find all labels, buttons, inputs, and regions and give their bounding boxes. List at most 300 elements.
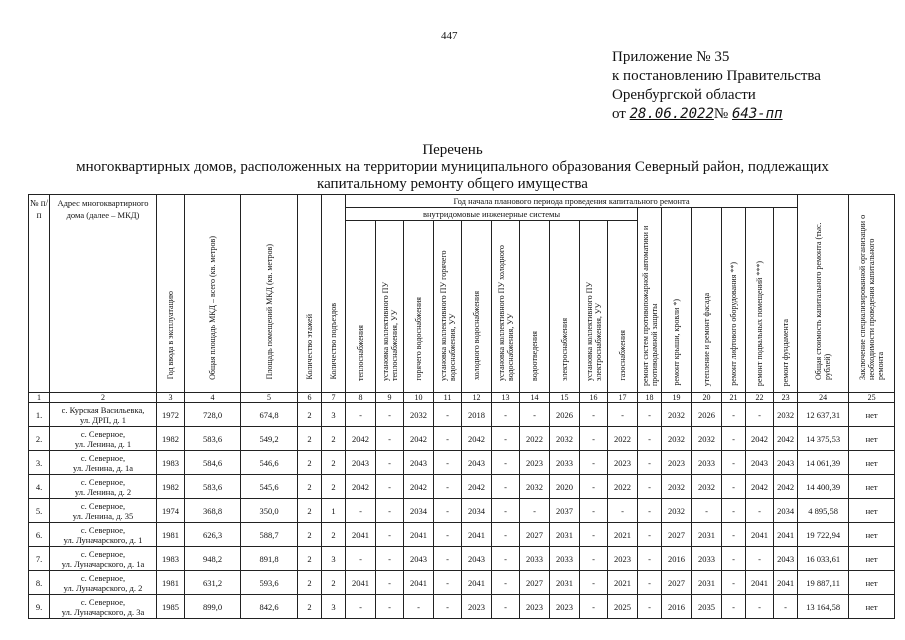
data-cell: 2042 <box>774 427 798 451</box>
title-line-3: капитальному ремонту общего имущества <box>317 176 588 192</box>
row-number-cell: 9. <box>29 595 50 619</box>
address-cell <box>50 427 157 451</box>
address-cell <box>50 499 157 523</box>
table-row <box>29 571 895 595</box>
data-cell: - <box>746 499 774 523</box>
data-cell: 2041 <box>404 571 434 595</box>
data-cell: 1981 <box>157 571 185 595</box>
data-cell: 19 887,11 <box>798 571 849 595</box>
data-cell: 2032 <box>662 403 692 427</box>
data-cell: 2027 <box>662 571 692 595</box>
data-cell: 2027 <box>520 523 550 547</box>
data-cell: - <box>376 547 404 571</box>
data-cell: - <box>722 499 746 523</box>
data-cell: - <box>492 451 520 475</box>
col-header-total-cost: Общая стоимость капитального ремонта (тыс. рублей) <box>798 195 849 393</box>
data-cell: 2041 <box>346 571 376 595</box>
data-cell: - <box>638 571 662 595</box>
data-cell: - <box>638 475 662 499</box>
data-cell: - <box>492 547 520 571</box>
data-cell: - <box>492 427 520 451</box>
data-cell: 2037 <box>550 499 580 523</box>
address-line-1: с. Северное, <box>80 524 126 535</box>
column-number-cell: 12 <box>462 393 492 403</box>
data-cell: 2034 <box>404 499 434 523</box>
data-cell: 948,2 <box>185 547 241 571</box>
data-cell: - <box>376 499 404 523</box>
data-cell: 583,6 <box>185 427 241 451</box>
data-cell: 2026 <box>550 403 580 427</box>
data-cell: 1 <box>322 499 346 523</box>
data-cell: 2022 <box>608 475 638 499</box>
data-cell: 626,3 <box>185 523 241 547</box>
data-cell: - <box>638 595 662 619</box>
table-row <box>29 595 895 619</box>
column-number-cell: 20 <box>692 393 722 403</box>
buildings-table <box>28 194 895 619</box>
data-cell: - <box>722 451 746 475</box>
address-line-2: ул. Ленина, д. 1а <box>72 462 134 473</box>
data-cell: - <box>434 595 462 619</box>
data-cell: - <box>722 427 746 451</box>
data-cell: - <box>722 547 746 571</box>
data-cell: 583,6 <box>185 475 241 499</box>
row-number-cell: 7. <box>29 547 50 571</box>
data-cell: 4 895,58 <box>798 499 849 523</box>
address-cell <box>50 403 157 427</box>
data-cell: - <box>434 571 462 595</box>
data-cell: 2031 <box>550 523 580 547</box>
data-cell: - <box>746 547 774 571</box>
data-cell: 2031 <box>692 571 722 595</box>
column-number-cell: 13 <box>492 393 520 403</box>
data-cell: 1982 <box>157 475 185 499</box>
data-cell: 2043 <box>404 451 434 475</box>
appendix-number: 643-пп <box>731 106 783 122</box>
appendix-line-2: к постановлению Правительства <box>612 68 821 84</box>
data-cell: 2033 <box>550 451 580 475</box>
table-row <box>29 451 895 475</box>
page-number: 447 <box>441 30 458 42</box>
data-cell: 588,7 <box>241 523 298 547</box>
address-line-2: ул. Ленина, д. 2 <box>74 486 132 497</box>
data-cell: нет <box>849 403 895 427</box>
column-number-cell: 25 <box>849 393 895 403</box>
data-cell: 2023 <box>520 595 550 619</box>
data-cell: 12 637,31 <box>798 403 849 427</box>
data-cell: 1982 <box>157 427 185 451</box>
data-cell: 2032 <box>774 403 798 427</box>
data-cell: 2 <box>322 571 346 595</box>
data-cell: - <box>746 403 774 427</box>
column-number-cell: 8 <box>346 393 376 403</box>
data-cell: 2042 <box>404 427 434 451</box>
data-cell: 2 <box>298 451 322 475</box>
data-cell: 2032 <box>662 475 692 499</box>
header-row-1 <box>29 195 895 208</box>
data-cell: нет <box>849 499 895 523</box>
data-cell: 2 <box>298 595 322 619</box>
address-line-2: ул. Ленина, д. 35 <box>72 510 134 521</box>
address-line-2: ул. Луначарского, д. 1 <box>63 534 143 545</box>
column-number-cell: 5 <box>241 393 298 403</box>
data-cell: 14 375,53 <box>798 427 849 451</box>
data-cell: - <box>492 523 520 547</box>
row-number-cell: 5. <box>29 499 50 523</box>
data-cell: - <box>434 475 462 499</box>
data-cell: 2033 <box>692 547 722 571</box>
data-cell: - <box>434 403 462 427</box>
data-cell: 2041 <box>462 523 492 547</box>
data-cell: - <box>376 427 404 451</box>
table-row <box>29 475 895 499</box>
data-cell: - <box>580 523 608 547</box>
data-cell: 2018 <box>462 403 492 427</box>
data-cell: - <box>376 403 404 427</box>
table-body <box>29 393 895 619</box>
address-line-1: с. Северное, <box>80 548 126 559</box>
data-cell: 19 722,94 <box>798 523 849 547</box>
col-header-gas: газоснабжения <box>608 221 638 393</box>
col-header-roof: ремонт крыши, кровли *) <box>662 208 692 393</box>
data-cell: 2041 <box>774 571 798 595</box>
col-header-utilities-group: внутридомовые инженерные системы <box>346 208 638 221</box>
data-cell: - <box>580 571 608 595</box>
data-cell: 1985 <box>157 595 185 619</box>
address-line-1: с. Северное, <box>80 428 126 439</box>
data-cell: 2031 <box>550 571 580 595</box>
address-line-2: ул. Ленина, д. 1 <box>74 438 132 449</box>
col-header-cold-water-meter: установка коллективного ПУ холодного водоснабжения, УУ <box>492 221 520 393</box>
data-cell: 2026 <box>692 403 722 427</box>
data-cell: - <box>580 475 608 499</box>
data-cell: 2023 <box>608 451 638 475</box>
column-number-cell: 18 <box>638 393 662 403</box>
data-cell: 2022 <box>520 427 550 451</box>
address-line-2: ул. ДРП, д. 1 <box>79 414 127 425</box>
data-cell: 350,0 <box>241 499 298 523</box>
col-header-fire-systems: ремонт систем противопожарной автоматики и противодымной защиты <box>638 208 662 393</box>
address-line-1: с. Северное, <box>80 452 126 463</box>
data-cell: 2042 <box>346 475 376 499</box>
column-number-cell: 9 <box>376 393 404 403</box>
appendix-no-sign: № <box>713 106 729 122</box>
data-cell: 2033 <box>520 547 550 571</box>
data-cell: - <box>520 499 550 523</box>
column-number-cell: 1 <box>29 393 50 403</box>
data-cell: 2033 <box>550 547 580 571</box>
data-cell: 2043 <box>404 547 434 571</box>
appendix-header <box>612 48 872 124</box>
data-cell: - <box>492 499 520 523</box>
col-header-facade: утепление и ремонт фасада <box>692 208 722 393</box>
column-number-cell: 21 <box>722 393 746 403</box>
row-number-cell: 4. <box>29 475 50 499</box>
data-cell: 2016 <box>662 547 692 571</box>
data-cell: 2035 <box>692 595 722 619</box>
data-cell: 549,2 <box>241 427 298 451</box>
data-cell: - <box>580 547 608 571</box>
data-cell: 2 <box>322 475 346 499</box>
data-cell: - <box>434 427 462 451</box>
data-cell: 2034 <box>774 499 798 523</box>
column-number-cell: 7 <box>322 393 346 403</box>
table-row <box>29 427 895 451</box>
data-cell: 2042 <box>346 427 376 451</box>
column-number-cell: 2 <box>50 393 157 403</box>
data-cell: - <box>580 427 608 451</box>
column-number-cell: 16 <box>580 393 608 403</box>
data-cell: - <box>722 523 746 547</box>
appendix-from: от <box>612 106 626 122</box>
data-cell: - <box>722 403 746 427</box>
column-number-cell: 11 <box>434 393 462 403</box>
appendix-date-line <box>612 105 872 124</box>
data-cell: 2042 <box>462 427 492 451</box>
data-cell: - <box>520 403 550 427</box>
table-row <box>29 523 895 547</box>
column-number-cell: 24 <box>798 393 849 403</box>
data-cell: нет <box>849 451 895 475</box>
data-cell: 2021 <box>608 571 638 595</box>
data-cell: 2023 <box>662 451 692 475</box>
data-cell: 2042 <box>774 475 798 499</box>
appendix-date: 28.06.2022 <box>629 106 714 122</box>
document-title <box>0 142 905 193</box>
data-cell: 2043 <box>346 451 376 475</box>
data-cell: 2027 <box>520 571 550 595</box>
appendix-line-1: Приложение № 35 <box>612 49 730 65</box>
column-number-cell: 19 <box>662 393 692 403</box>
data-cell: 2016 <box>662 595 692 619</box>
data-cell: 2023 <box>462 595 492 619</box>
address-cell <box>50 571 157 595</box>
data-cell: - <box>638 427 662 451</box>
data-cell: 2042 <box>746 427 774 451</box>
data-cell: - <box>638 499 662 523</box>
column-number-row <box>29 393 895 403</box>
data-cell: 3 <box>322 403 346 427</box>
data-cell: 2033 <box>692 451 722 475</box>
row-number-cell: 6. <box>29 523 50 547</box>
col-header-hot-water: горячего водоснабжения <box>404 221 434 393</box>
row-number-cell: 2. <box>29 427 50 451</box>
data-cell: 1983 <box>157 451 185 475</box>
address-line-2: ул. Луначарского, д. 3а <box>61 606 145 617</box>
col-header-foundation: ремонт фундамента <box>774 208 798 393</box>
col-header-elevator: ремонт лифтового оборудования **) <box>722 208 746 393</box>
row-number-cell: 8. <box>29 571 50 595</box>
data-cell: 1974 <box>157 499 185 523</box>
data-cell: 2023 <box>520 451 550 475</box>
col-header-premises-area: Площадь помещений МКД (кв. метров) <box>241 195 298 393</box>
col-header-electricity-meter: установка коллективного ПУ электроснабжения, УУ <box>580 221 608 393</box>
col-header-floors: Количество этажей <box>298 195 322 393</box>
col-header-sewerage: водоотведения <box>520 221 550 393</box>
data-cell: - <box>376 571 404 595</box>
data-cell: 2031 <box>692 523 722 547</box>
col-header-hot-water-meter: установка коллективного ПУ горячего водоснабжения, УУ <box>434 221 462 393</box>
data-cell: 3 <box>322 547 346 571</box>
data-cell: нет <box>849 595 895 619</box>
col-header-conclusion: Заключение специализированной организации о необходимости проведения капитального ремонта <box>849 195 895 393</box>
title-line-1: Перечень <box>422 142 483 158</box>
col-header-no: № п/п <box>29 195 50 393</box>
appendix-line-3: Оренбургской области <box>612 87 756 103</box>
column-number-cell: 14 <box>520 393 550 403</box>
data-cell: 2022 <box>608 427 638 451</box>
address-line-1: с. Курская Васильевка, <box>61 404 145 415</box>
row-number-cell: 1. <box>29 403 50 427</box>
address-cell <box>50 547 157 571</box>
address-cell <box>50 475 157 499</box>
address-line-1: с. Северное, <box>80 476 126 487</box>
column-number-cell: 23 <box>774 393 798 403</box>
data-cell: 2041 <box>746 523 774 547</box>
data-cell: - <box>638 403 662 427</box>
data-cell: - <box>608 499 638 523</box>
data-cell: - <box>492 595 520 619</box>
data-cell: 2 <box>322 523 346 547</box>
data-cell: - <box>376 451 404 475</box>
data-cell: - <box>376 475 404 499</box>
data-cell: - <box>580 595 608 619</box>
data-cell: 2027 <box>662 523 692 547</box>
data-cell: 584,6 <box>185 451 241 475</box>
col-header-period-group: Год начала планового периода проведения капитального ремонта <box>346 195 798 208</box>
data-cell: - <box>434 451 462 475</box>
data-cell: 2032 <box>550 427 580 451</box>
data-cell: 2 <box>298 523 322 547</box>
data-cell: 2032 <box>404 403 434 427</box>
col-header-cold-water: холодного водоснабжения <box>462 221 492 393</box>
data-cell: - <box>376 595 404 619</box>
data-cell: 368,8 <box>185 499 241 523</box>
data-cell: - <box>346 499 376 523</box>
data-cell: - <box>692 499 722 523</box>
data-cell: - <box>638 547 662 571</box>
data-cell: нет <box>849 547 895 571</box>
address-line-1: с. Северное, <box>80 596 126 607</box>
data-cell: 2032 <box>662 427 692 451</box>
address-line-1: с. Северное, <box>80 572 126 583</box>
data-cell: - <box>492 475 520 499</box>
data-cell: 545,6 <box>241 475 298 499</box>
data-cell: - <box>580 499 608 523</box>
data-cell: 14 061,39 <box>798 451 849 475</box>
col-header-total-area: Общая площадь МКД – всего (кв. метров) <box>185 195 241 393</box>
address-line-2: ул. Луначарского, д. 1а <box>61 558 145 569</box>
data-cell: 2032 <box>692 475 722 499</box>
data-cell: - <box>434 499 462 523</box>
data-cell: 546,6 <box>241 451 298 475</box>
data-cell: 2 <box>298 475 322 499</box>
data-cell: 2043 <box>774 547 798 571</box>
data-cell: 2034 <box>462 499 492 523</box>
data-cell: 728,0 <box>185 403 241 427</box>
data-cell: 2041 <box>404 523 434 547</box>
data-cell: - <box>492 571 520 595</box>
table-row <box>29 403 895 427</box>
data-cell: - <box>638 523 662 547</box>
data-cell: 2 <box>298 571 322 595</box>
data-cell: 2023 <box>608 547 638 571</box>
data-cell: 14 400,39 <box>798 475 849 499</box>
data-cell: 16 033,61 <box>798 547 849 571</box>
data-cell: - <box>404 595 434 619</box>
data-cell: 2041 <box>746 571 774 595</box>
data-cell: 2043 <box>774 451 798 475</box>
col-header-address: Адрес многоквартирного дома (далее – МКД) <box>50 195 157 393</box>
data-cell: - <box>722 475 746 499</box>
data-cell: 2 <box>322 427 346 451</box>
data-cell: нет <box>849 523 895 547</box>
title-line-2: многоквартирных домов, расположенных на территории муниципального образования Северный район, подлежащих <box>76 159 829 175</box>
address-line-1: с. Северное, <box>80 500 126 511</box>
column-number-cell: 6 <box>298 393 322 403</box>
data-cell: 891,8 <box>241 547 298 571</box>
data-cell: - <box>434 523 462 547</box>
data-cell: 3 <box>322 595 346 619</box>
data-cell: 2043 <box>462 451 492 475</box>
data-cell: 899,0 <box>185 595 241 619</box>
column-number-cell: 15 <box>550 393 580 403</box>
column-number-cell: 3 <box>157 393 185 403</box>
data-cell: - <box>346 595 376 619</box>
data-cell: 2 <box>298 547 322 571</box>
data-cell: 2041 <box>346 523 376 547</box>
table-row <box>29 499 895 523</box>
data-cell: 2023 <box>550 595 580 619</box>
col-header-entrances: Количество подъездов <box>322 195 346 393</box>
data-cell: 2043 <box>746 451 774 475</box>
column-number-cell: 10 <box>404 393 434 403</box>
data-cell: - <box>346 403 376 427</box>
data-cell: - <box>580 451 608 475</box>
column-number-cell: 4 <box>185 393 241 403</box>
address-cell <box>50 595 157 619</box>
data-cell: 2020 <box>550 475 580 499</box>
data-cell: 2041 <box>462 571 492 595</box>
address-cell <box>50 451 157 475</box>
data-cell: 2 <box>322 451 346 475</box>
data-cell: - <box>638 451 662 475</box>
data-cell: - <box>722 595 746 619</box>
address-line-2: ул. Луначарского, д. 2 <box>63 582 143 593</box>
data-cell: - <box>580 403 608 427</box>
data-cell: 2 <box>298 499 322 523</box>
data-cell: 2042 <box>404 475 434 499</box>
address-cell <box>50 523 157 547</box>
data-cell: 2042 <box>462 475 492 499</box>
data-cell: - <box>346 547 376 571</box>
col-header-basement: ремонт подвальных помещений ***) <box>746 208 774 393</box>
data-cell: - <box>774 595 798 619</box>
data-cell: нет <box>849 571 895 595</box>
data-cell: 2 <box>298 403 322 427</box>
col-header-heating: теплоснабжения <box>346 221 376 393</box>
data-cell: 2043 <box>462 547 492 571</box>
data-cell: 593,6 <box>241 571 298 595</box>
row-number-cell: 3. <box>29 451 50 475</box>
data-cell: 1981 <box>157 523 185 547</box>
column-number-cell: 17 <box>608 393 638 403</box>
data-cell: 2021 <box>608 523 638 547</box>
data-cell: - <box>492 403 520 427</box>
data-cell: - <box>434 547 462 571</box>
column-number-cell: 22 <box>746 393 774 403</box>
data-cell: - <box>608 403 638 427</box>
